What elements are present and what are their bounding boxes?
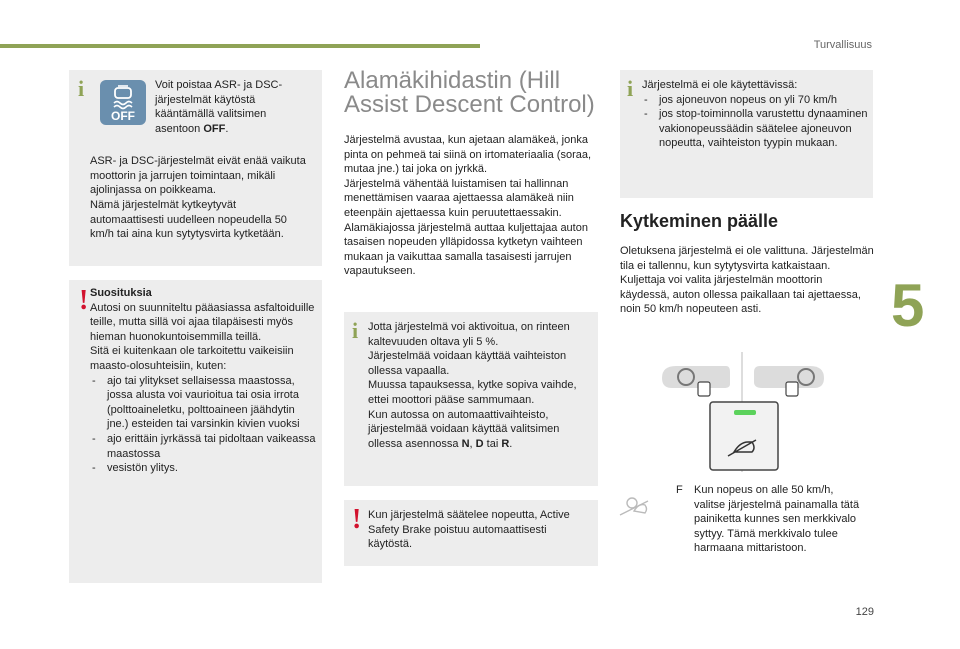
info-l2: Järjestelmää voidaan käyttää vaihteiston ollessa vapaalla. bbox=[368, 350, 567, 377]
asr-para3: Nämä järjestelmät kytkeytyvät automaattisesti uudelleen nopeudella 50 km/h tai aina kun sytytysvirta kytketään. bbox=[90, 199, 287, 241]
asr-off-button-icon bbox=[100, 80, 146, 125]
asr-dsc-note bbox=[69, 70, 322, 266]
list-item: - jos stop-toiminnolla varustettu dynaaminen vakionopeussäädin säätelee ajoneuvon nopeutta, vaihteiston tyypin mukaan. bbox=[642, 107, 868, 151]
section-title-line2: Assist Descent Control) bbox=[344, 91, 595, 118]
gear-n: N bbox=[461, 437, 470, 450]
sep: tai bbox=[483, 437, 502, 450]
availability-info bbox=[620, 70, 873, 198]
list-item: - ajo erittäin jyrkässä tai pidoltaan vaikeassa maastossa bbox=[90, 432, 316, 461]
warning-icon: ! bbox=[352, 504, 362, 535]
hadc-body bbox=[344, 133, 598, 279]
info-l4 bbox=[368, 408, 592, 452]
activation-title: Kytkeminen päälle bbox=[620, 211, 779, 231]
asr-intro bbox=[155, 78, 310, 136]
asb-warning-text: Kun järjestelmä säätelee nopeutta, Active Safety Brake poistuu automaattisesti käytöstä. bbox=[368, 509, 570, 551]
info-icon: i bbox=[627, 76, 634, 101]
left-dashboard-panel bbox=[662, 366, 730, 388]
warning-p2: Sitä ei kuitenkaan ole tarkoitettu vaikeisiin maasto-olosuhteisiin, kuten: bbox=[90, 345, 294, 372]
info-l3: Muussa tapauksessa, kytke sopiva vaihde, ettei moottori pääse sammumaan. bbox=[368, 379, 577, 406]
hadc-info-text bbox=[368, 320, 592, 451]
chapter-number: 5 bbox=[891, 272, 925, 339]
warning-icon: ! bbox=[79, 285, 89, 316]
page-number: 129 bbox=[855, 606, 874, 618]
activation-p2: Kuljettaja voi valita järjestelmän moottorin käydessä, auton ollessa paikallaan tai ajettaessa, noin 50 km/h nopeuteen asti. bbox=[620, 274, 861, 316]
header-rule bbox=[0, 44, 480, 48]
descent-car-icon bbox=[618, 493, 652, 521]
right-button-icon bbox=[786, 382, 798, 396]
gear-d: D bbox=[475, 437, 484, 450]
skid-car-icon bbox=[100, 82, 146, 112]
hadc-p2: Järjestelmä vähentää luistamisen tai hallinnan menettämisen vaaraa ajettaessa alamäkeä niin eteenpäin ajettaessa kuin peruutettaessakin. bbox=[344, 177, 574, 219]
hadc-section bbox=[344, 69, 598, 279]
availability-text bbox=[642, 78, 868, 151]
section-name: Turvallisuus bbox=[813, 39, 872, 51]
warning-content bbox=[90, 286, 316, 476]
terrain-list bbox=[90, 374, 316, 476]
left-button-icon bbox=[698, 382, 710, 396]
off-label: OFF bbox=[111, 109, 135, 123]
asr-intro-end: . bbox=[225, 122, 229, 135]
section-title-line1: Alamäkihidastin (Hill bbox=[344, 67, 561, 94]
hadc-info-note bbox=[344, 312, 598, 486]
list-item: - jos ajoneuvon nopeus on yli 70 km/h bbox=[642, 93, 868, 108]
step-marker: F bbox=[676, 484, 683, 496]
indicator-led-icon bbox=[734, 410, 756, 415]
sep: , bbox=[469, 437, 476, 450]
availability-title: Järjestelmä ei ole käytettävissä: bbox=[642, 79, 798, 91]
info-l4-text: Kun autossa on automaattivaihteisto, järjestelmää voidaan käyttää valitsimen ollessa asennossa bbox=[368, 408, 560, 450]
info-icon: i bbox=[78, 76, 85, 101]
step-text: Kun nopeus on alle 50 km/h, valitse järjestelmä painamalla tätä painiketta kunnes sen merkkivalo syttyy. Tämä merkkivalo tulee harmaana mittaristoon. bbox=[694, 484, 860, 555]
hadc-p3: Alamäkiajossa järjestelmä auttaa kuljettajaa auton tasaisen nopeuden ylläpidossa kytketyn vaihteen mukaan ja vaikuttaa samalla tasaisesti jarrujen vapautukseen. bbox=[344, 221, 588, 278]
off-position: OFF bbox=[203, 122, 226, 135]
hadc-p1: Järjestelmä avustaa, kun ajetaan alamäkeä, jonka pinta on pehmeä tai siinä on irtomateriaalia (soraa, mutaa jne.) tai joka on jyrkkä. bbox=[344, 134, 592, 176]
warning-p1: Autosi on suunniteltu pääasiassa asfaltoiduille teille, mutta sillä voi ajaa tilapäisesti myös hieman huonokuntoisemmilla teillä. bbox=[90, 301, 315, 343]
dashboard-illustration bbox=[658, 352, 828, 472]
asr-intro-text: Voit poistaa ASR- ja DSC-järjestelmät käytöstä kääntämällä valitsimen asentoon bbox=[155, 79, 283, 135]
activation-p1: Oletuksena järjestelmä ei ole valittuna. Järjestelmän tila ei tallennu, kun sytytysvirta katkaistaan. bbox=[620, 245, 874, 272]
list-item: - ajo tai ylitykset sellaisessa maastossa, jossa alusta voi vaurioitua tai osia irrota (polttoaineletku, polttoaineen jäähdytin jne.) esteiden tai varsinkin kivien vuoksi bbox=[90, 374, 316, 432]
sep: . bbox=[509, 437, 513, 450]
recommendations-warning bbox=[69, 280, 322, 583]
asr-para2: ASR- ja DSC-järjestelmät eivät enää vaikuta moottorin ja jarrujen toimintaan, mikäli ajolinjassa on poikkeama. bbox=[90, 155, 306, 197]
info-icon: i bbox=[352, 318, 359, 343]
section-title bbox=[344, 69, 598, 117]
gear-r: R bbox=[501, 437, 510, 450]
list-item: - vesistön ylitys. bbox=[90, 461, 316, 476]
asb-warning bbox=[344, 500, 598, 566]
availability-list bbox=[642, 93, 868, 151]
activation-body bbox=[620, 244, 874, 317]
warning-title: Suosituksia bbox=[90, 287, 152, 299]
info-l1: Jotta järjestelmä voi aktivoitua, on rinteen kaltevuuden oltava yli 5 %. bbox=[368, 321, 570, 348]
